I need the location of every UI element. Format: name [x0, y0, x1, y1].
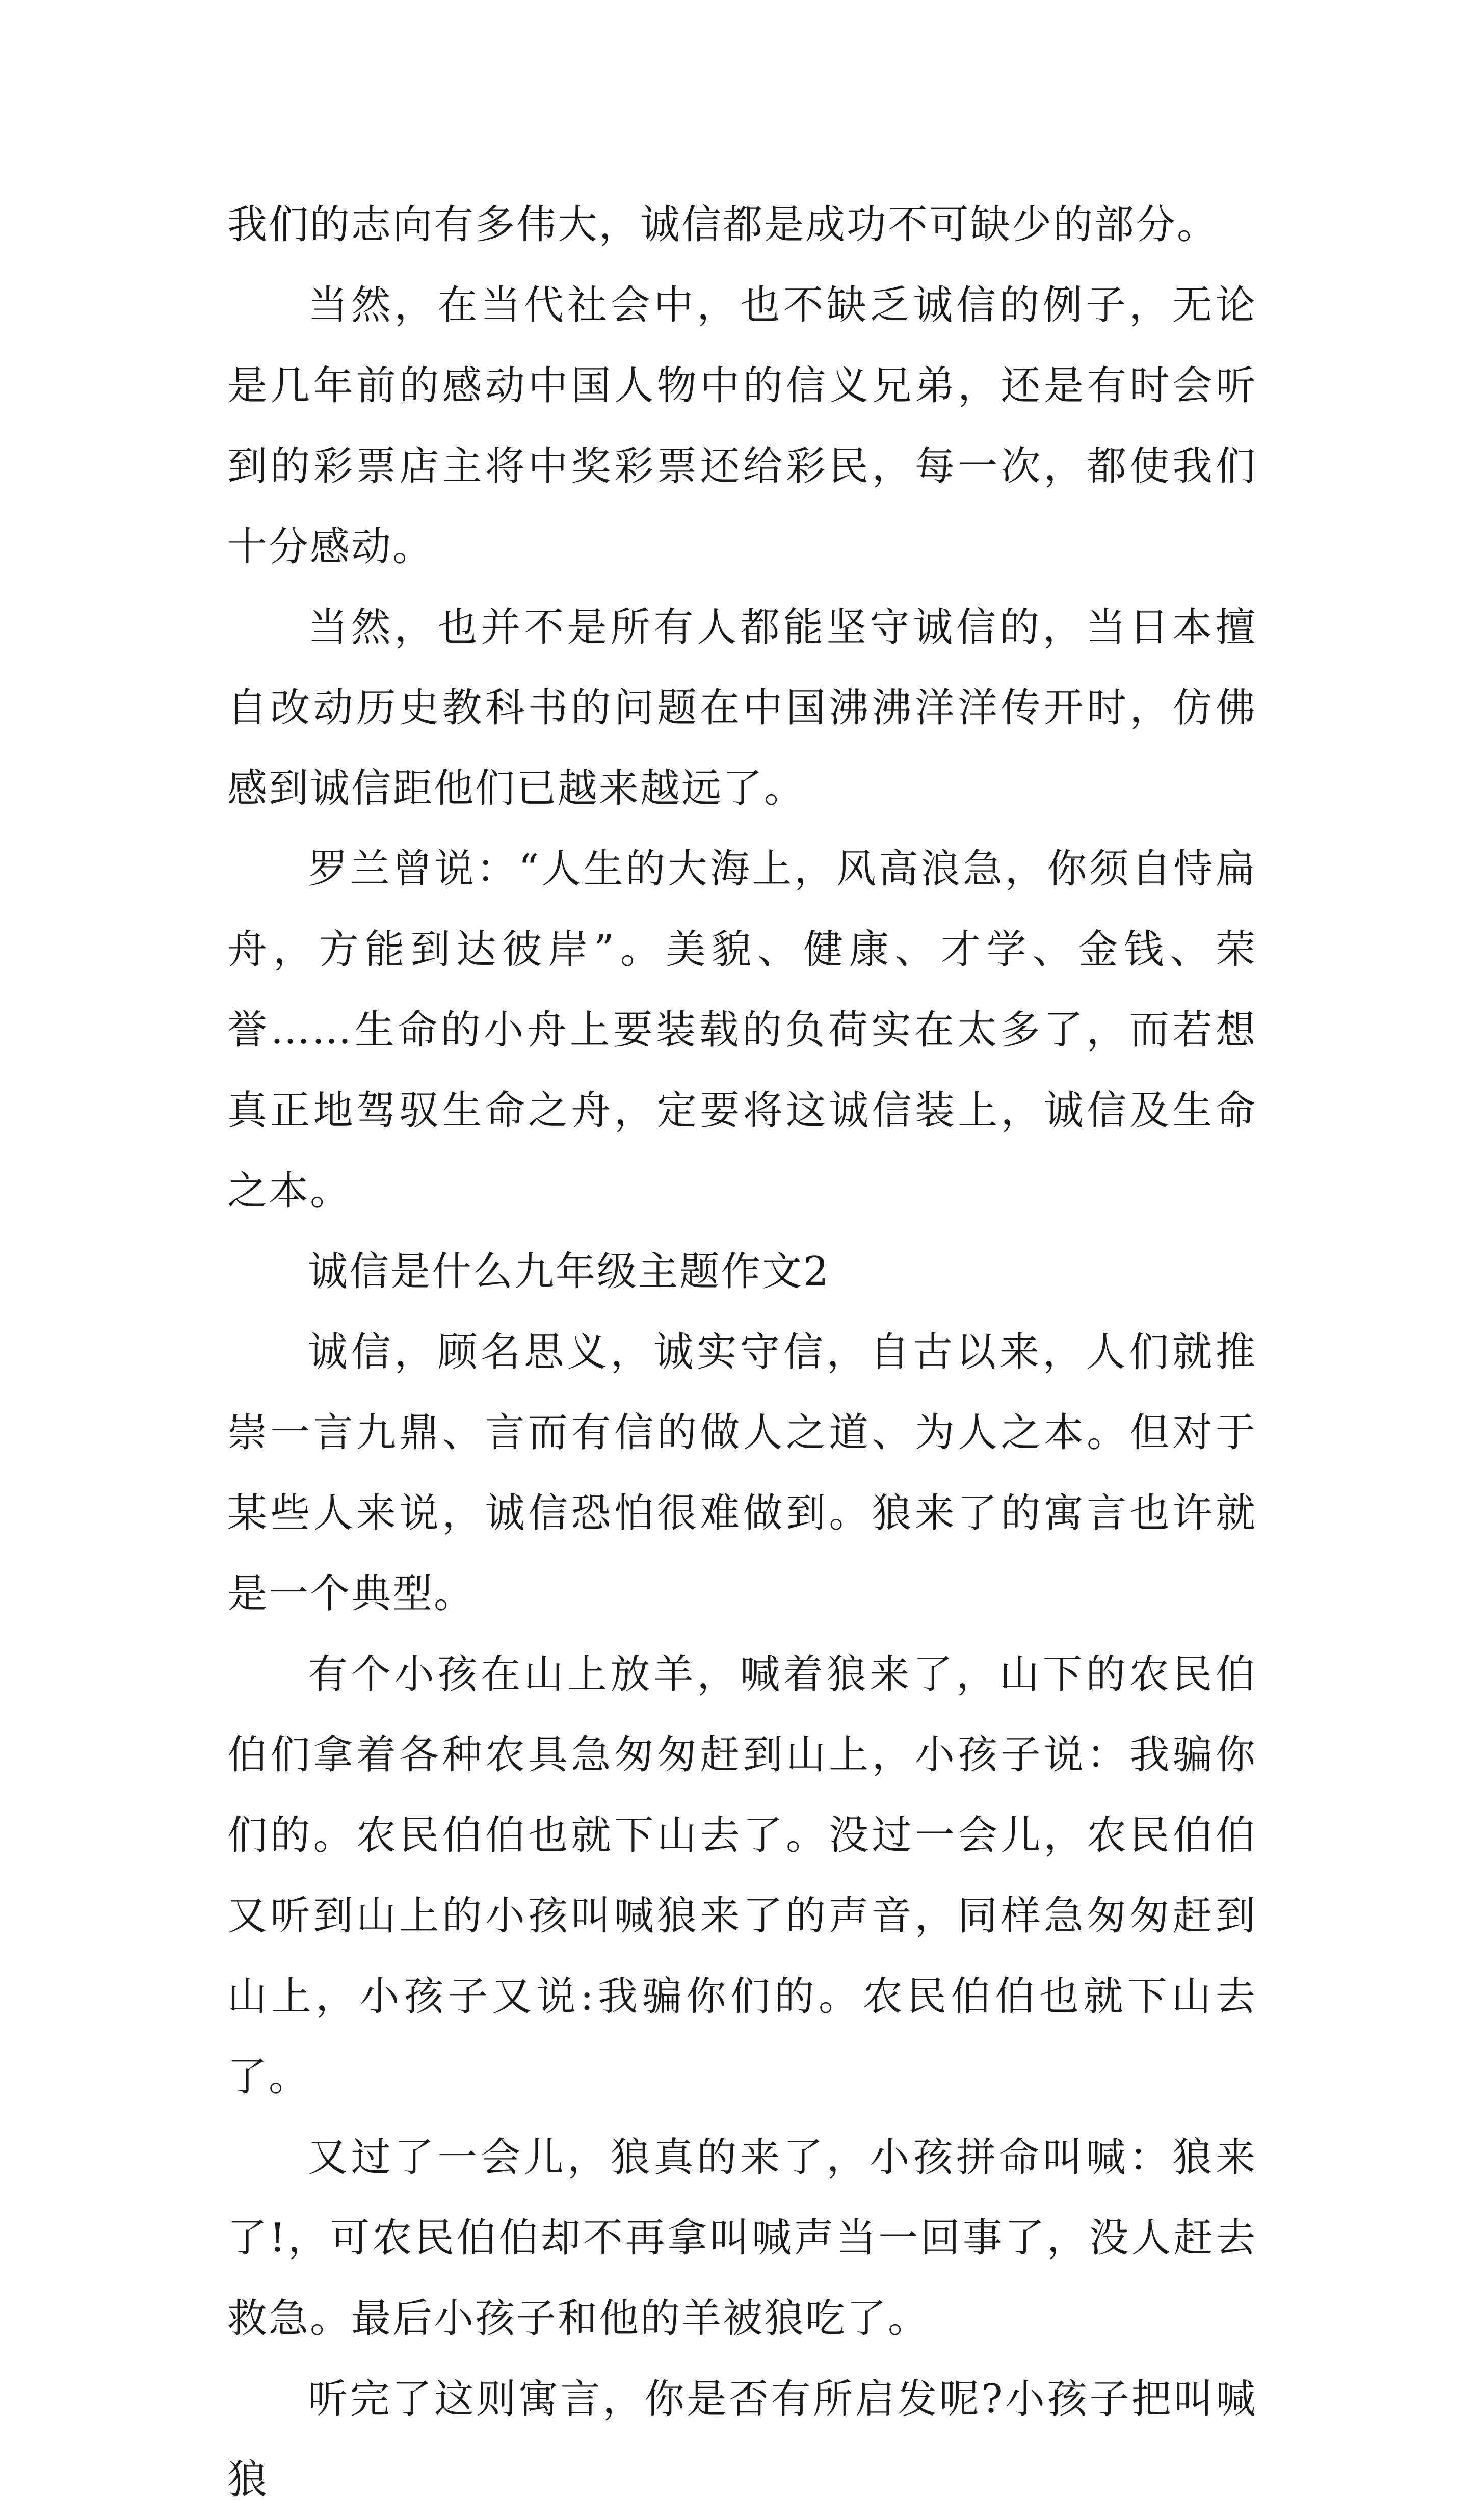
- paragraph: 当然，也并不是所有人都能坚守诚信的，当日本擅自改动历史教科书的问题在中国沸沸洋洋传开时，仿佛感到诚信距他们已越来越远了。: [227, 605, 1257, 811]
- paragraph: 有个小孩在山上放羊，喊着狼来了，山下的农民伯伯们拿着各种农具急匆匆赶到山上，小孩子说：我骗你们的。农民伯伯也就下山去了。没过一会儿，农民伯伯又听到山上的小孩叫喊狼来了的声音，同样急匆匆赶到山上，小孩子又说:我骗你们的。农民伯伯也就下山去了。: [227, 1651, 1257, 2100]
- paragraph-truncated: 听完了这则寓言，你是否有所启发呢?小孩子把叫喊狼: [227, 2376, 1257, 2503]
- paragraph-continuation: 我们的志向有多伟大，诚信都是成功不可缺少的部分。: [227, 202, 1219, 248]
- paragraph: 当然，在当代社会中，也不缺乏诚信的例子，无论是几年前的感动中国人物中的信义兄弟，还是有时会听到的彩票店主将中奖彩票还给彩民，每一次，都使我们十分感动。: [227, 282, 1257, 570]
- paragraph: 又过了一会儿，狼真的来了，小孩拼命叫喊：狼来了!，可农民伯伯却不再拿叫喊声当一回事了，没人赶去救急。最后小孩子和他的羊被狼吃了。: [227, 2135, 1257, 2342]
- paragraph: 诚信，顾名思义，诚实守信，自古以来，人们就推崇一言九鼎、言而有信的做人之道、为人之本。但对于某些人来说，诚信恐怕很难做到。狼来了的寓言也许就是一个典型。: [227, 1329, 1257, 1617]
- paragraph: 罗兰曾说：“人生的大海上，风高浪急，你须自恃扁舟，方能到达彼岸”。美貌、健康、才学、金钱、荣誉……生命的小舟上要装载的负荷实在太多了，而若想真正地驾驭生命之舟，定要将这诚信装上，诚信及生命之本。: [227, 846, 1257, 1214]
- document-body: [227, 185, 1257, 2520]
- essay-title: 诚信是什么九年级主题作文2: [308, 1249, 830, 1295]
